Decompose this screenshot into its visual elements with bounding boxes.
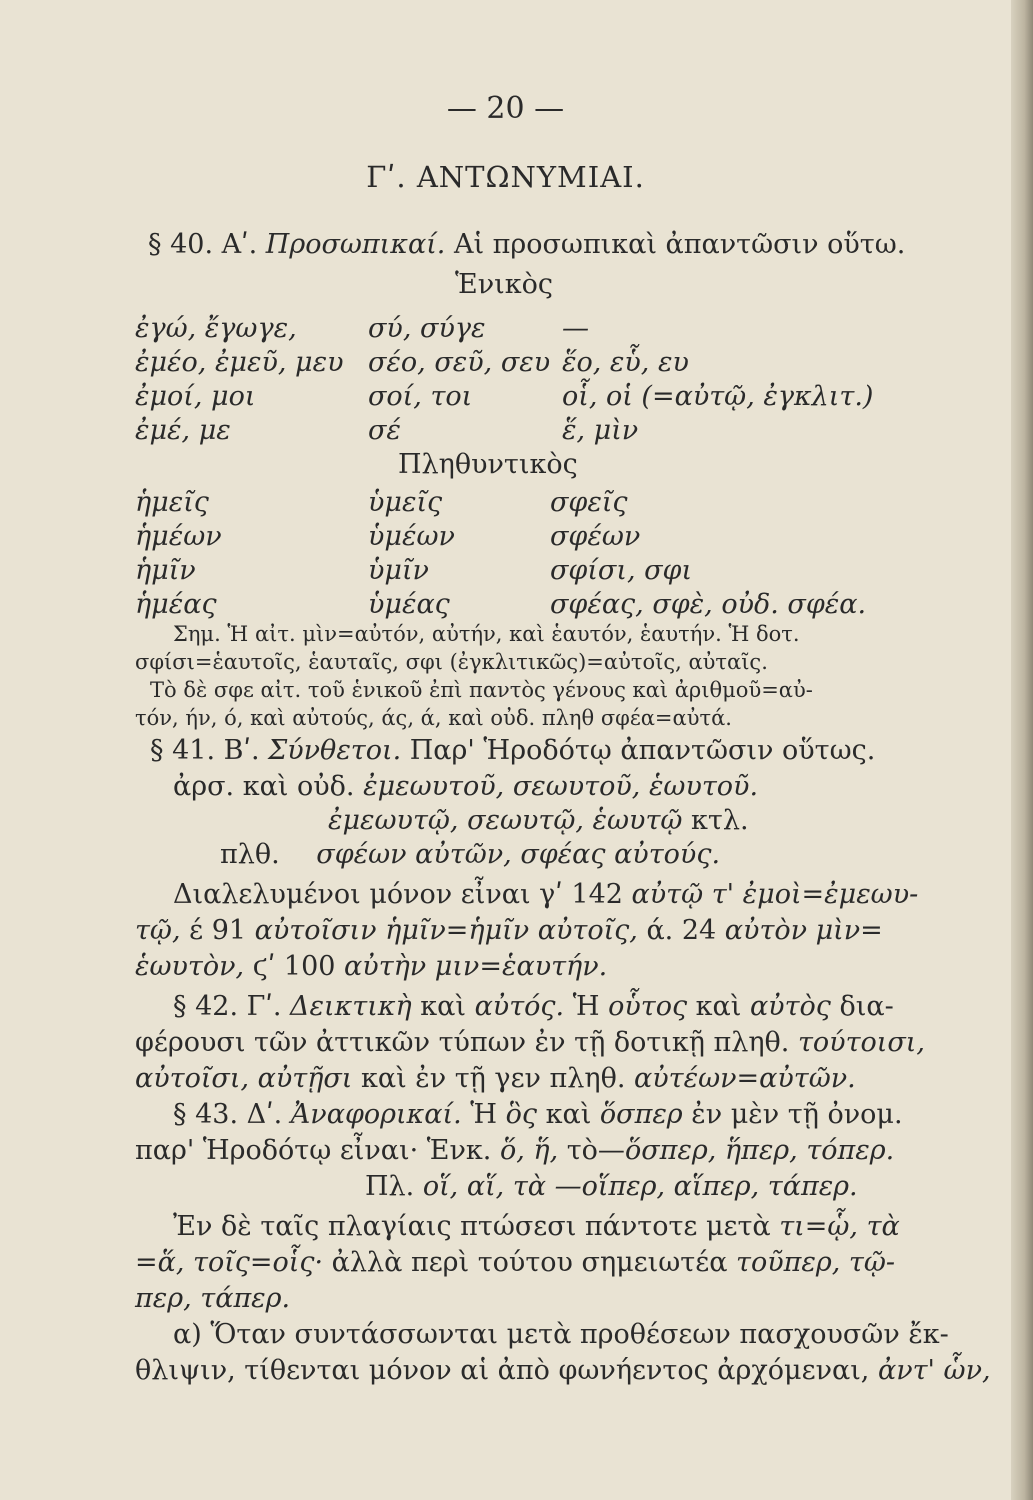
singular-cell: σοί, τοι — [368, 381, 473, 412]
text-run: αὐτὴν μιν=ἑαυτήν. — [344, 951, 608, 982]
text-run: αὐτοῖσι, αὐτῇσι — [135, 1063, 353, 1094]
text-run: αὐτὸν μὶν= — [724, 915, 883, 946]
text-run: φέρουσι τῶν ἀττικῶν τύπων ἐν τῇ δοτικῇ πληθ. — [135, 1027, 798, 1058]
text-run: οὗτος — [608, 991, 688, 1022]
text-run: δια- — [830, 991, 894, 1022]
plural-cell: σφέων — [550, 521, 641, 552]
section-40-heading — [148, 228, 905, 262]
text-run: καὶ ἐν τῇ γεν πληθ. — [352, 1063, 635, 1094]
section-41-row — [328, 804, 749, 838]
plural-cell: ὑμέας — [368, 589, 450, 620]
text-run: Ἀναφορικαί. — [290, 1099, 462, 1130]
text-line — [173, 1098, 903, 1132]
singular-cell: σύ, σύγε — [368, 313, 486, 344]
text-run: οἵ, αἵ, τὰ —οἵπερ, αἵπερ, τάπερ. — [422, 1171, 858, 1202]
note-line: σφίσι=ἑαυτοῖς, ἑαυταῖς, σφι (ἐγκλιτικῶς)=αὐτοῖς, αὐταῖς. — [135, 650, 768, 674]
forms: ἐμεωυτῷ, σεωυτῷ, ἑωυτῷ — [328, 805, 683, 836]
section-41-row — [220, 838, 720, 872]
plural-cell: ἡμέας — [135, 589, 217, 620]
singular-cell: ἐμέ, με — [135, 415, 231, 446]
text-run: περ, τάπερ. — [135, 1283, 291, 1314]
singular-cell: σέ — [368, 415, 401, 446]
text-run: Δεικτικὴ — [290, 991, 412, 1022]
etc-abbrev: κτλ. — [691, 805, 749, 836]
text-run: Ἡ — [461, 1099, 506, 1130]
forms: σφέων αὐτῶν, σφέας αὐτούς. — [316, 839, 721, 870]
text-run: έ 91 — [189, 915, 255, 946]
chapter-title: Γʹ. ΑΝΤΩΝΥΜΙΑΙ. — [366, 160, 645, 194]
text-run: ἀντ' ὧν, — [877, 1355, 991, 1386]
text-run: καὶ — [537, 1099, 600, 1130]
text-run: Ἐν δὲ ταῖς πλαγίαις πτώσεσι πάντοτε μετὰ — [173, 1211, 780, 1242]
text-line — [173, 1210, 900, 1244]
note-line: Σημ. Ἡ αἰτ. μὶν=αὐτόν, αὐτήν, καὶ ἑαυτόν, ἑαυτήν. Ἡ δοτ. — [173, 622, 800, 646]
plural-cell: σφίσι, σφι — [550, 555, 693, 586]
page-number: — 20 — — [446, 91, 565, 126]
forms: ἐμεωυτοῦ, σεωυτοῦ, ἑωυτοῦ. — [363, 771, 759, 802]
singular-cell: ἐμοί, μοι — [135, 381, 256, 412]
case-label: ἀρσ. καὶ οὐδ. — [173, 771, 355, 802]
text-run: § 43. Δʹ. — [173, 1099, 291, 1130]
singular-cell: ἐγώ, ἔγωγε, — [135, 313, 297, 344]
plural-cell: ἡμῖν — [135, 555, 196, 586]
singular-cell: ἕο, εὗ, ευ — [562, 347, 689, 378]
plural-cell: ἡμέων — [135, 521, 222, 552]
text-run: ὅσπερ — [599, 1099, 683, 1130]
singular-label: Ἑνικὸς — [455, 269, 553, 300]
plural-cell: ὑμῖν — [368, 555, 429, 586]
text-run: παρ' Ἡροδότῳ εἶναι· Ἑνκ. — [135, 1135, 500, 1166]
plural-cell: ὑμεῖς — [368, 487, 443, 518]
text-run: ά. 24 — [646, 915, 725, 946]
plural-cell: σφέας, σφὲ, οὐδ. σφέα. — [550, 589, 867, 620]
text-run: ἐν μὲν τῇ ὀνομ. — [682, 1099, 903, 1130]
text-line — [365, 1170, 858, 1204]
text-run: αὐτὸς — [749, 991, 831, 1022]
section-41-number: § 41. Βʹ. — [150, 735, 260, 766]
text-run: ὃς — [505, 1099, 538, 1130]
text-run: αὐτοῖσιν ἡμῖν=ἡμῖν αὐτοῖς, — [254, 915, 647, 946]
section-40-text: Αἱ προσωπικαὶ ἀπαντῶσιν οὕτω. — [453, 229, 906, 260]
plural-cell: ἡμεῖς — [135, 487, 209, 518]
text-run: ἑωυτὸν, — [135, 951, 253, 982]
text-line — [135, 1026, 925, 1060]
text-line — [173, 878, 918, 912]
section-40-number: § 40. Αʹ. — [148, 229, 258, 260]
text-run: =ἅ, τοῖς=οἷς· — [135, 1247, 324, 1278]
section-41-row — [173, 770, 758, 804]
text-line — [135, 1354, 991, 1388]
text-run: τὸ— — [558, 1135, 625, 1166]
plural-cell: σφεῖς — [550, 487, 628, 518]
text-run: αὐτέων=αὐτῶν. — [634, 1063, 856, 1094]
text-run: τοῦπερ, τῷ- — [736, 1247, 895, 1278]
text-run: α) Ὅταν συντάσσωνται μετὰ προθέσεων πασχουσῶν ἔκ- — [173, 1319, 949, 1350]
text-run: αὐτός. — [474, 991, 565, 1022]
text-run: τούτοισι, — [797, 1027, 925, 1058]
singular-cell: οἷ, οἱ (=αὐτῷ, ἐγκλιτ.) — [562, 381, 874, 412]
text-run: ϛʹ 100 — [252, 951, 345, 982]
text-run: Πλ. — [365, 1171, 423, 1202]
singular-cell: ἐμέο, ἐμεῦ, μευ — [135, 347, 344, 378]
text-line — [135, 1062, 856, 1096]
section-41-heading — [150, 734, 875, 768]
text-line — [135, 1134, 894, 1168]
text-run: καὶ — [687, 991, 750, 1022]
text-line — [135, 1282, 290, 1316]
singular-cell: ἕ, μὶν — [562, 415, 639, 446]
text-run: τῷ, — [135, 915, 190, 946]
text-line — [135, 914, 883, 948]
section-40-title: Προσωπικαί. — [265, 229, 446, 260]
text-run: θλιψιν, τίθενται μόνον αἱ ἀπὸ φωνήεντος ἀρχόμεναι, — [135, 1355, 878, 1386]
text-run: καὶ — [411, 991, 475, 1022]
page-edge-shadow — [1011, 0, 1033, 1500]
text-run: § 42. Γʹ. — [173, 991, 291, 1022]
plural-label: Πληθυντικὸς — [398, 449, 578, 480]
singular-cell: — — [562, 313, 589, 344]
text-line — [135, 1246, 895, 1280]
text-line — [173, 990, 894, 1024]
text-line — [135, 950, 607, 984]
section-41-title: Σύνθετοι. — [268, 735, 402, 766]
text-line — [173, 1318, 949, 1352]
note-line: Τὸ δὲ σφε αἰτ. τοῦ ἑνικοῦ ἐπὶ παντὸς γένους καὶ ἀριθμοῦ=αὐ- — [150, 678, 813, 702]
text-run: ἀλλὰ περὶ τούτου σημειωτέα — [323, 1247, 737, 1278]
section-41-text: Παρ' Ἡροδότῳ ἀπαντῶσιν οὕτως. — [409, 735, 876, 766]
text-run: ὅσπερ, ἥπερ, τόπερ. — [624, 1135, 895, 1166]
text-run: αὐτῷ τ' ἐμοὶ=ἐμεωυ- — [631, 879, 919, 910]
note-line: τόν, ήν, ό, καὶ αὐτούς, άς, ά, καὶ οὐδ. πληθ σφέα=αὐτά. — [135, 706, 732, 730]
case-label: πλθ. — [220, 839, 280, 870]
text-run: Ἡ — [564, 991, 609, 1022]
text-run: τι=ᾧ, τὰ — [779, 1211, 900, 1242]
text-run: ὅ, ἥ, — [499, 1135, 559, 1166]
singular-cell: σέο, σεῦ, σευ — [368, 347, 551, 378]
text-run: Διαλελυμένοι μόνον εἶναι γʹ 142 — [173, 879, 632, 910]
plural-cell: ὑμέων — [368, 521, 455, 552]
